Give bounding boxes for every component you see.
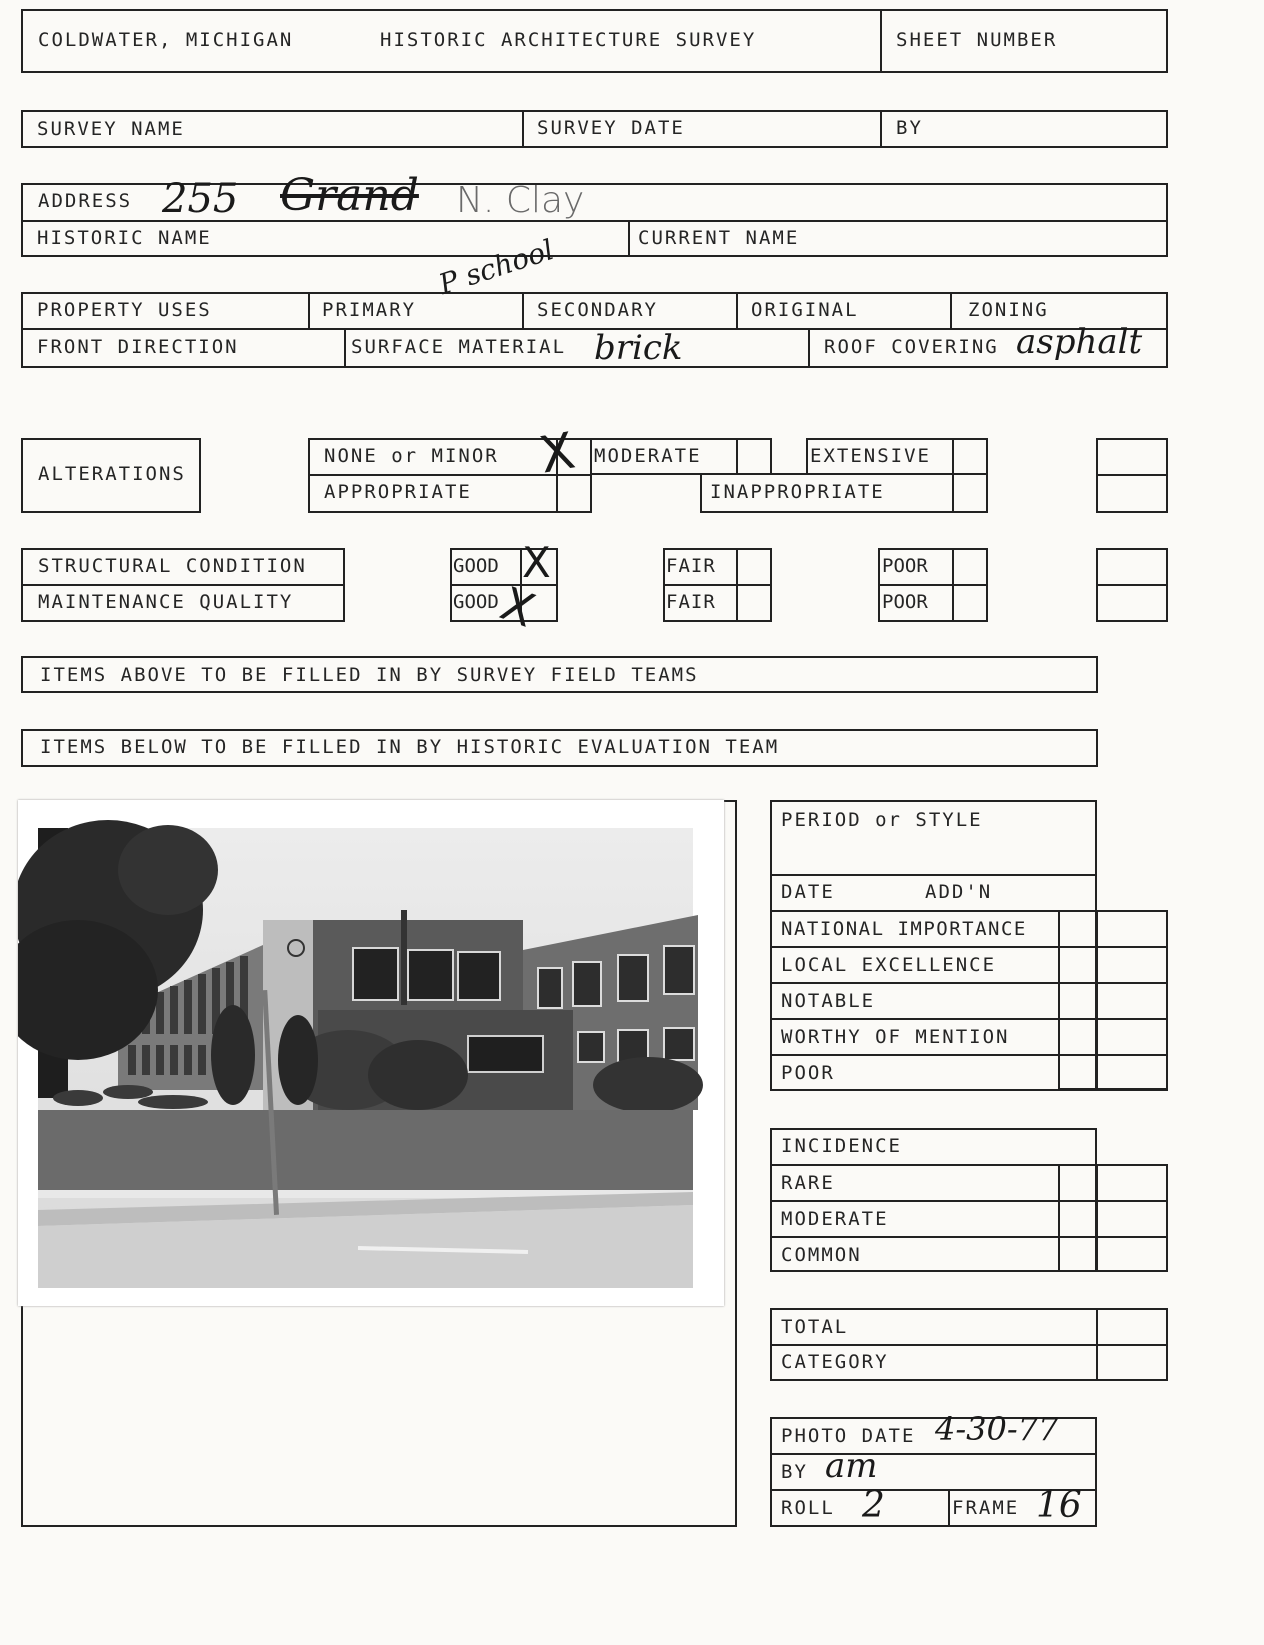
eval-line-4 [770,982,1168,984]
structural-good-check: X [522,538,551,587]
maintenance-good-check: X [493,576,542,638]
address-divider [628,220,630,257]
address-street: N. Clay [456,180,585,221]
prop-div-3 [736,292,738,328]
alt-appropriate: APPROPRIATE [324,481,472,503]
eval-line-2 [770,910,1168,912]
alt-extensive: EXTENSIVE [810,445,931,467]
category-label: CATEGORY [781,1351,889,1373]
frame-label: FRAME [952,1497,1020,1519]
frame-value: 16 [1036,1485,1082,1526]
alt-extensive-div [952,438,954,475]
poor-maintenance: POOR [882,591,928,613]
note-above: ITEMS ABOVE TO BE FILLED IN BY SURVEY FIELD TEAMS [40,664,699,686]
survey-by-label: BY [896,117,923,139]
building-photograph [18,800,724,1306]
survey-title: HISTORIC ARCHITECTURE SURVEY [380,29,757,51]
header-divider [880,9,882,73]
alt-none-check: X [535,421,580,485]
photo-image [18,800,724,1306]
photo-by-label: BY [781,1461,808,1483]
original-label: ORIGINAL [751,299,859,321]
photo-date-value: 4-30-77 [935,1410,1059,1448]
surface-material-value: brick [594,328,683,368]
poor-line [878,584,988,586]
city-label: COLDWATER, MICHIGAN [38,29,294,51]
incidence-score-div [1096,1164,1098,1272]
alt-moderate-div [736,438,738,475]
structural-condition-label: STRUCTURAL CONDITION [38,555,307,577]
photo-by-value: am [825,1446,878,1486]
note-below: ITEMS BELOW TO BE FILLED IN BY HISTORIC EVALUATION TEAM [40,736,780,758]
secondary-label: SECONDARY [537,299,658,321]
condition-score-line [1096,584,1168,586]
period-style-label: PERIOD or STYLE [781,809,983,831]
eval-addn-label: ADD'N [925,881,993,903]
totals-div [1096,1308,1098,1381]
photo-date-label: PHOTO DATE [781,1425,916,1447]
eval-row-national: NATIONAL IMPORTANCE [781,918,1027,940]
inc-line-1 [770,1164,1168,1166]
eval-line-6 [770,1054,1168,1056]
alt-inappropriate: INAPPROPRIATE [710,481,885,503]
fair-line [663,584,772,586]
roof-covering-label: ROOF COVERING [824,336,999,358]
incidence-label: INCIDENCE [781,1135,902,1157]
condition-label-line [21,584,345,586]
primary-value: P school [434,232,558,301]
alt-score-line [1096,474,1168,476]
address-label: ADDRESS [38,190,133,212]
sheet-number-label: SHEET NUMBER [896,29,1058,51]
address-struck-street: Grand [280,170,419,221]
property-uses-label: PROPERTY USES [37,299,212,321]
eval-row-notable: NOTABLE [781,990,876,1012]
total-label: TOTAL [781,1316,849,1338]
survey-name-label: SURVEY NAME [37,118,185,140]
prop-div-2 [522,292,524,328]
prop-div-5 [344,328,346,368]
survey-date-label: SURVEY DATE [537,117,685,139]
eval-score-div [1096,910,1098,1090]
prop-div-6 [808,328,810,368]
incidence-common: COMMON [781,1244,862,1266]
good-maintenance: GOOD [453,591,499,613]
survey-divider-1 [522,110,524,148]
prop-div-1 [308,292,310,328]
eval-line-1 [770,874,1097,876]
fair-div [736,548,738,622]
current-name-label: CURRENT NAME [638,227,800,249]
photo-info-line-1 [770,1453,1097,1455]
poor-structural: POOR [882,555,928,577]
address-number: 255 [162,176,239,222]
photo-info-div [948,1489,950,1527]
alt-moderate: MODERATE [594,445,702,467]
eval-row-poor: POOR [781,1062,835,1084]
alt-inappropriate-div [952,473,954,513]
incidence-rare: RARE [781,1172,835,1194]
eval-row-worthy: WORTHY OF MENTION [781,1026,1010,1048]
eval-line-5 [770,1018,1168,1020]
eval-line-7 [770,1089,1168,1091]
prop-div-4 [950,292,952,328]
eval-row-local: LOCAL EXCELLENCE [781,954,997,976]
poor-div [952,548,954,622]
front-direction-label: FRONT DIRECTION [37,336,239,358]
inc-line-2 [770,1200,1168,1202]
alt-none-minor: NONE or MINOR [324,445,499,467]
totals-line [770,1344,1168,1346]
survey-divider-2 [880,110,882,148]
incidence-score-col [1058,1164,1168,1272]
roof-covering-value: asphalt [1016,322,1143,362]
roll-value: 2 [862,1485,885,1526]
fair-maintenance: FAIR [666,591,716,613]
eval-date-label: DATE [781,881,835,903]
incidence-moderate: MODERATE [781,1208,889,1230]
alterations-label: ALTERATIONS [38,463,186,485]
eval-line-3 [770,946,1168,948]
maintenance-quality-label: MAINTENANCE QUALITY [38,591,294,613]
historic-name-label: HISTORIC NAME [37,227,212,249]
roll-label: ROLL [781,1497,835,1519]
fair-structural: FAIR [666,555,716,577]
evaluation-score-col [1058,910,1168,1090]
surface-material-label: SURFACE MATERIAL [351,336,567,358]
zoning-label: ZONING [968,299,1049,321]
primary-label: PRIMARY [322,299,417,321]
good-structural: GOOD [453,555,499,577]
inc-line-3 [770,1236,1168,1238]
